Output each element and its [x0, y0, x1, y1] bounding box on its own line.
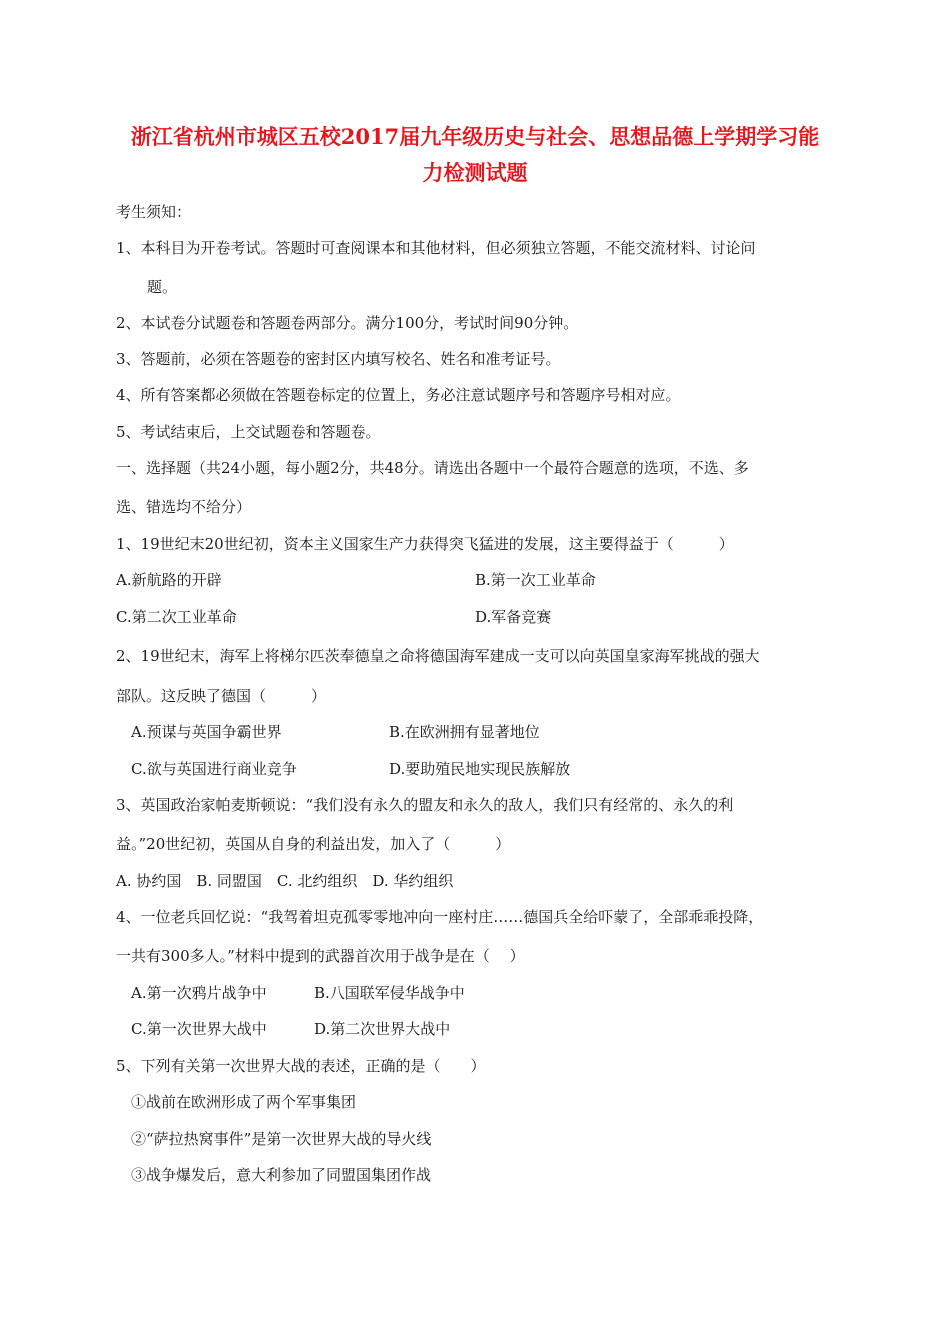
question-1-option-a: A.新航路的开辟 [116, 571, 222, 589]
question-3-stem: 3、英国政治家帕麦斯顿说：“我们没有永久的盟友和永久的敌人，我们只有经常的、永久的利 [116, 796, 734, 814]
question-5-statement-2: ②“萨拉热窝事件”是第一次世界大战的导火线 [131, 1130, 432, 1148]
notice-item-1: 1、本科目为开卷考试。答题时可查阅课本和其他材料，但必须独立答题，不能交流材料、讨论问 [116, 239, 756, 257]
question-4-stem-continued: 一共有300多人。”材料中提到的武器首次用于战争是在（ ） [116, 947, 525, 965]
notice-item-3: 3、答题前，必须在答题卷的密封区内填写校名、姓名和准考证号。 [116, 350, 561, 368]
notice-item-5: 5、考试结束后，上交试题卷和答题卷。 [116, 423, 381, 441]
exam-title-line2: 力检测试题 [422, 160, 528, 185]
question-2-option-c: C.欲与英国进行商业竞争 [131, 760, 297, 778]
notice-item-2: 2、本试卷分试题卷和答题卷两部分。满分100分，考试时间90分钟。 [116, 314, 579, 332]
question-5-statement-3: ③战争爆发后，意大利参加了同盟国集团作战 [131, 1166, 432, 1184]
question-4-option-c: C.第一次世界大战中 [131, 1020, 267, 1038]
question-5-statement-1: ①战前在欧洲形成了两个军事集团 [131, 1093, 357, 1111]
question-1-option-c: C.第二次工业革命 [116, 608, 237, 626]
notice-heading: 考生须知： [116, 203, 192, 221]
exam-title-line1: 浙江省杭州市城区五校2017届九年级历史与社会、思想品德上学期学习能 [130, 124, 820, 149]
question-4-option-b: B.八国联军侵华战争中 [314, 984, 465, 1002]
question-1-option-b: B.第一次工业革命 [475, 571, 596, 589]
section-heading-continued: 选、错选均不给分） [116, 498, 252, 516]
question-4-stem: 4、一位老兵回忆说：“我驾着坦克孤零零地冲向一座村庄……德国兵全给吓蒙了，全部乖乖投降， [116, 908, 764, 926]
question-1-stem: 1、19世纪末20世纪初，资本主义国家生产力获得突飞猛进的发展，这主要得益于（ ） [116, 535, 734, 553]
question-3-options: A. 协约国 B. 同盟国 C. 北约组织 D. 华约组织 [116, 872, 454, 890]
section-heading: 一、选择题（共24小题，每小题2分，共48分。请选出各题中一个最符合题意的选项，不选、多 [116, 459, 749, 477]
question-5-stem: 5、下列有关第一次世界大战的表述，正确的是（ ） [116, 1057, 486, 1075]
question-4-option-d: D.第二次世界大战中 [314, 1020, 451, 1038]
question-4-option-a: A.第一次鸦片战争中 [131, 984, 267, 1002]
notice-item-1-continued: 题。 [147, 278, 178, 296]
question-2-option-a: A.预谋与英国争霸世界 [131, 723, 282, 741]
question-3-stem-continued: 益。”20世纪初，英国从自身的利益出发，加入了（ ） [116, 835, 511, 853]
question-2-option-d: D.要助殖民地实现民族解放 [389, 760, 571, 778]
question-2-stem-continued: 部队。这反映了德国（ ） [116, 687, 327, 705]
notice-item-4: 4、所有答案都必须做在答题卷标定的位置上，务必注意试题序号和答题序号相对应。 [116, 386, 681, 404]
question-1-option-d: D.军备竞赛 [475, 608, 552, 626]
question-2-stem: 2、19世纪末，海军上将梯尔匹茨奉德皇之命将德国海军建成一支可以向英国皇家海军挑战的强大 [116, 647, 760, 665]
question-2-option-b: B.在欧洲拥有显著地位 [389, 723, 540, 741]
